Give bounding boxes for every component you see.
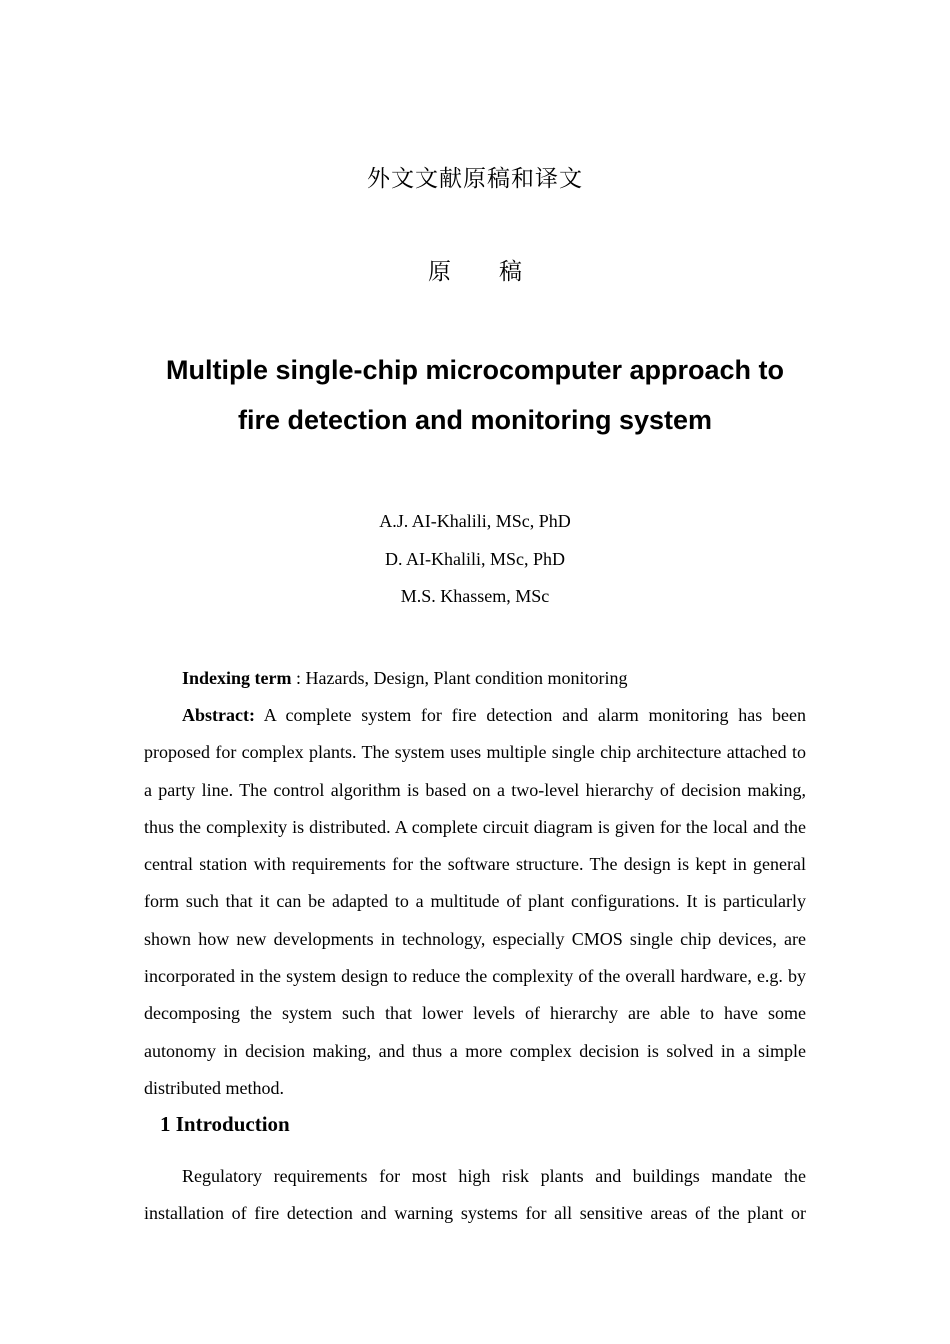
chinese-original-label-right: 稿 <box>499 259 522 285</box>
abstract-label: Abstract: <box>182 705 255 725</box>
author-3: M.S. Khassem, MSc <box>400 586 550 606</box>
indexing-text: : Hazards, Design, Plant condition monitoring <box>291 668 628 688</box>
author-1: A.J. AI-Khalili, MSc, PhD <box>379 511 571 531</box>
indexing-terms <box>144 660 806 697</box>
paper-title-line-1: Multiple single-chip microcomputer approach to <box>165 355 785 385</box>
introduction-paragraph: Regulatory requirements for most high risk plants and buildings mandate the installation of fire detection and warning systems for all sensitive areas of the plant or <box>144 1166 806 1224</box>
paper-title-line-2: fire detection and monitoring system <box>237 405 713 435</box>
author-list <box>0 503 950 616</box>
section-heading-introduction: 1 Introduction <box>160 1112 290 1136</box>
chinese-original-label-left: 原 <box>428 259 451 285</box>
chinese-document-title: 外文文献原稿和译文 <box>367 166 583 192</box>
abstract-text: A complete system for fire detection and alarm monitoring has been proposed for complex plants. The system uses multiple single chip architecture attached to a party line. The control algorithm is based on a two-level hierarchy of decision making, thus the complexity is distributed. A complete circuit diagram is given for the local and the central station with requirements for the software structure. The design is kept in general form such that it can be adapted to a multitude of plant configurations. It is particularly shown how new developments in technology, especially CMOS single chip devices, are incorporated in the system design to reduce the complexity of the overall hardware, e.g. by decomposing the system such that lower levels of hierarchy are able to have some autonomy in decision making, and thus a more complex decision is solved in a simple distributed method. <box>144 705 806 1098</box>
paper-title <box>120 345 830 445</box>
indexing-label: Indexing term <box>182 668 292 688</box>
author-2: D. AI-Khalili, MSc, PhD <box>385 548 565 569</box>
chinese-original-label <box>0 253 950 286</box>
abstract-paragraph <box>144 697 806 1107</box>
